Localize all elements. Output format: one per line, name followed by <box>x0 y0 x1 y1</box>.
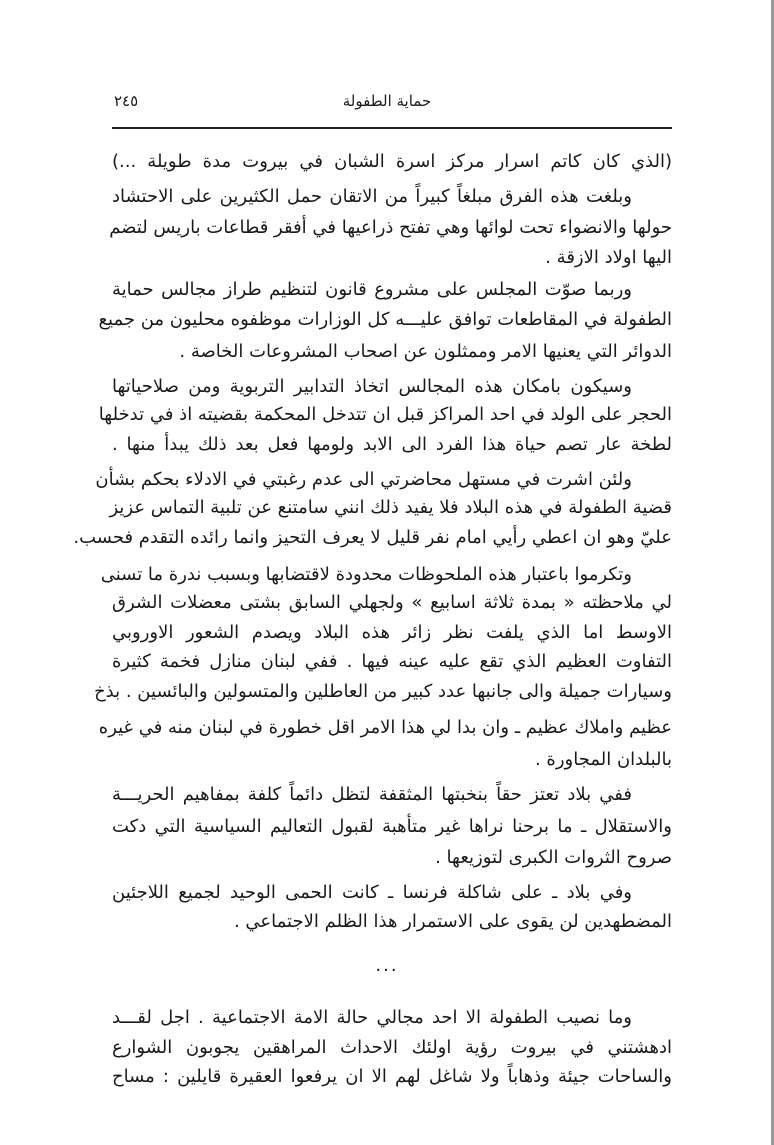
section-separator: ... <box>375 955 399 976</box>
text-line: التفاوت العظيم الذي تقع عليه عينه فيها . ففي لبنان منازل فخمة كثيرة <box>112 651 672 672</box>
text-line: وبلغت هذه الفرق مبلغاً كبيراً من الاتقان حمل الكثيرين على الاحتشاد <box>112 186 632 207</box>
text-line: لطخة عار تصم حياة هذا الفرد الى الابد ولومها فعل بعد ذلك يبدأ منها . <box>112 434 672 455</box>
text-line: المضطهدين لن يقوى على الاستمرار هذا الظلم الاجتماعي . <box>233 911 672 932</box>
text-line: الاوسط اما الذي يلفت نظر زائر هذه البلاد ويصدم الشعور الاوروبي <box>112 622 672 643</box>
text-line: ففي بلاد تعتز حقاً بنخبتها المثقفة لتظل دائماً كلفة بمفاهيم الحريـــة <box>112 784 632 805</box>
text-line: والاستقلال ـ ما برحنا نراها غير متأهبة لقبول التعاليم السياسية التي دكت <box>112 816 672 837</box>
text-line: وما نصيب الطفولة الا احد مجالي حالة الامة الاجتماعية . اجل لقـــد <box>112 1007 632 1028</box>
text-line: الحجر على الولد في احد المراكز قبل ان تتدخل المحكمة بقضيته اذ في تدخلها <box>98 404 672 425</box>
running-header-title: حماية الطفولة <box>342 92 432 110</box>
text-line: وسيارات جميلة والى جانبها عدد كبير من العاطلين والمتسولين والبائسين . بذخ <box>94 681 672 702</box>
text-line: لي ملاحظته « بمدة ثلاثة اسابيع » ولجهلي السابق بشتى معضلات الشرق <box>112 592 672 613</box>
text-line: (الذي كان كاتم اسرار مركز اسرة الشبان في بيروت مدة طويلة ...) <box>112 151 672 172</box>
header-rule <box>112 127 672 129</box>
text-line: عظيم واملاك عظيم ـ وان بدا لي هذا الامر اقل خطورة في لبنان منه في غيره <box>98 717 672 738</box>
text-line: قضية الطفولة في هذه البلاد فلا يفيد ذلك انني سامتنع عن تلبية التماس عزيز <box>109 497 672 518</box>
text-line: الدوائر التي يعنيها الامر وممثلون عن اصحاب المشروعات الخاصة . <box>179 341 672 362</box>
text-line: وربما صوّت المجلس على مشروع قانون لتنظيم طراز مجالس حماية <box>112 279 632 300</box>
text-line: وتكرموا باعتبار هذه الملحوظات محدودة لاقتضابها وبسبب ندرة ما تسنى <box>100 564 632 585</box>
text-line: ولئن اشرت في مستهل محاضرتي الى عدم رغبتي في الادلاء بحكم بشأن <box>95 469 632 490</box>
text-line: وفي بلاد ـ على شاكلة فرنسا ـ كانت الحمى الوحيد لجميع اللاجئين <box>112 882 632 903</box>
text-line: وسيكون بامكان هذه المجالس اتخاذ التدابير التربوية ومن صلاحياتها <box>112 376 632 397</box>
text-line: اليها اولاد الازقة . <box>545 247 672 268</box>
text-line: صروح الثروات الكبرى لتوزيعها . <box>435 847 672 868</box>
page-number: ٢٤٥ <box>114 92 139 110</box>
text-line: ادهشتني في بيروت رؤية اولئك الاحداث المراهقين يجوبون الشوارع <box>112 1037 672 1058</box>
text-line: الطفولة في المقاطعات توافق عليـــه كل الوزارات موظفوه محليون من جميع <box>98 309 672 330</box>
text-line: حولها والانضواء تحت لوائها وهي تفتح ذراعيها في أفقر قطاعات باريس لتضم <box>109 217 672 238</box>
text-line: عليّ وهو ان اعطي رأيي امام نفر قليل لا يعرف التحيز وانما رائده التقدم فحسب. <box>73 527 672 548</box>
text-line: والساحات جيئة وذهاباً ولا شاغل لهم الا ان يرفعوا العقيرة قايلين : مساح <box>112 1066 672 1087</box>
text-line: بالبلدان المجاورة . <box>534 749 672 770</box>
